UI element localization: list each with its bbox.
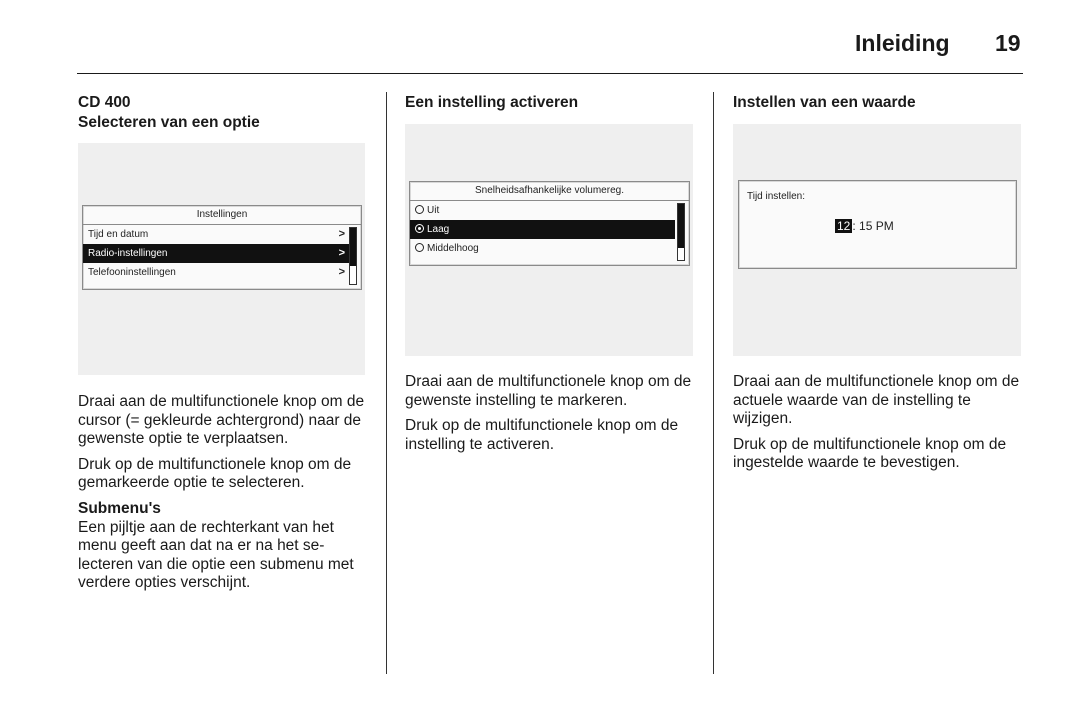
subheading-submenus: Submenu's bbox=[78, 499, 161, 517]
chevron-right-icon: > bbox=[338, 247, 345, 259]
radio-on-icon bbox=[415, 224, 424, 233]
option-label: Middelhoog bbox=[427, 243, 479, 254]
option-label: Uit bbox=[427, 205, 440, 216]
paragraph: Draai aan de multifunctionele knop om de gewenste instelling te markeren. bbox=[405, 373, 692, 409]
section-heading-set-value: Instellen van een waarde bbox=[733, 94, 916, 111]
display-illustration-panel bbox=[78, 143, 365, 375]
volume-setting-screen bbox=[409, 181, 690, 266]
time-setting-label: Tijd instellen: bbox=[747, 191, 805, 202]
paragraph: Druk op de multifunctionele knop om de gemarkeerde optie te selecteren. bbox=[78, 455, 352, 492]
paragraph: Druk op de multifunctionele knop om de instelling te activeren. bbox=[405, 417, 679, 453]
options-scrollbar bbox=[677, 203, 685, 261]
hour-field-selected: 12 bbox=[837, 219, 851, 233]
paragraph: Een pijltje aan de rechterkant van het menu geeft aan dat na er na het selecteren van die optie een submenu met verdere opties verschijnt. bbox=[78, 518, 354, 592]
section-heading-select-option: Selecteren van een optie bbox=[78, 114, 260, 131]
option-low bbox=[410, 220, 675, 239]
section-heading-activate-setting: Een instelling activeren bbox=[405, 94, 579, 111]
column2-body-text bbox=[405, 373, 697, 461]
chevron-right-icon: > bbox=[338, 228, 345, 240]
menu-item-radio-settings bbox=[83, 244, 349, 263]
menu-item-label: Tijd en datum bbox=[88, 229, 149, 240]
menu-screen-title: Instellingen bbox=[83, 206, 361, 225]
page-header-title: Inleiding bbox=[855, 30, 950, 56]
option-label: Laag bbox=[427, 224, 450, 235]
option-off bbox=[410, 201, 689, 220]
scrollbar-thumb bbox=[350, 228, 356, 266]
menu-item-phone-settings bbox=[83, 263, 361, 282]
paragraph: Draai aan de multifunctionele knop om de actuele waarde van de instelling te wijzigen. bbox=[733, 373, 1020, 428]
header-divider bbox=[77, 73, 1023, 74]
option-medium bbox=[410, 239, 689, 258]
time-setting-screen bbox=[738, 180, 1017, 269]
paragraph: Draai aan de multifunctionele knop om de cursor (= gekleurde achtergrond) naar de gewenste optie te verplaatsen. bbox=[78, 393, 365, 448]
chevron-right-icon: > bbox=[338, 266, 345, 278]
time-value bbox=[835, 219, 894, 233]
paragraph: Druk op de multifunctionele knop om de ingestelde waarde te bevestigen. bbox=[733, 435, 1007, 472]
column3-body-text bbox=[733, 373, 1025, 480]
display-illustration-panel bbox=[405, 124, 693, 356]
menu-item-time-date bbox=[83, 225, 361, 244]
menu-scrollbar bbox=[349, 227, 357, 285]
radio-off-icon bbox=[415, 205, 424, 214]
time-rest: : 15 PM bbox=[852, 219, 894, 233]
menu-item-label: Radio-instellingen bbox=[88, 248, 168, 259]
column-divider-1 bbox=[386, 92, 387, 674]
section-heading-cd400: CD 400 bbox=[78, 94, 131, 111]
menu-screen bbox=[82, 205, 362, 290]
scrollbar-thumb bbox=[678, 204, 684, 248]
menu-item-label: Telefooninstellingen bbox=[88, 267, 176, 278]
page-number: 19 bbox=[995, 30, 1021, 56]
column1-body-text bbox=[78, 393, 368, 600]
column-divider-2 bbox=[713, 92, 714, 674]
screen-title: Snelheidsafhankelijke volumereg. bbox=[410, 182, 689, 201]
radio-off-icon bbox=[415, 243, 424, 252]
display-illustration-panel bbox=[733, 124, 1021, 356]
